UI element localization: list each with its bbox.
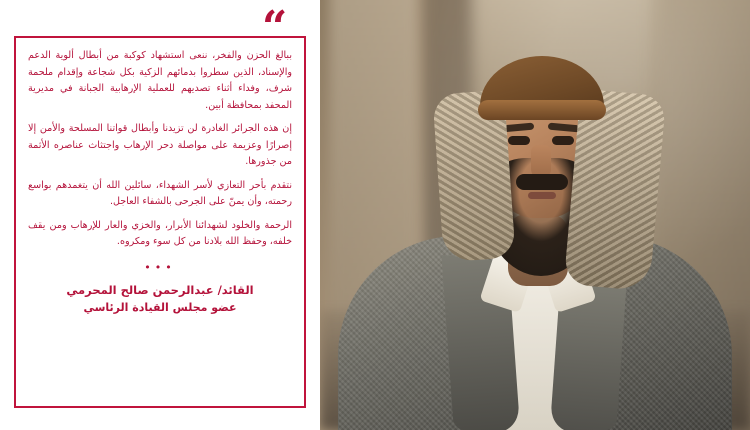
statement-paragraph: نتقدم بأحر التعازي لأسر الشهداء، سائلين الله أن يتغمدهم بواسع رحمته، وأن يمنّ على الجرحى بالشفاء العاجل. [28, 179, 292, 207]
pane-divider [318, 0, 320, 430]
statement-paragraph: الرحمة والخلود لشهدائنا الأبرار، والخزي والعار للإرهاب ومن يقف خلفه، وحفظ الله بلادنا من كل سوء ومكروه. [28, 219, 292, 247]
separator-dots: ••• [144, 260, 176, 274]
statement-card [14, 36, 306, 408]
statement-paragraph: إن هذه الجرائر الغادرة لن تزيدنا وأبطال قواتنا المسلحة والأمن إلا إصرارًا وعزيمة على مواصلة دحر الإرهاب واجتثاث عناصره الأثمة من جذورها. [28, 123, 292, 167]
signature-name: القائد/ عبدالرحمن صالح المحرمي [66, 282, 254, 297]
eye-right [552, 136, 574, 145]
signature-title: عضو مجلس القيادة الرئاسي [83, 301, 237, 315]
statement-paragraph: ببالغ الحزن والفخر، ننعى استشهاد كوكبة من أبطال ألوية الدعم والإسناد، الذين سطروا بدمائهم الزكية بكل شجاعة وإقدام ملحمة شرف، وفداء أثناء تصديهم للعملية الإرهابية الجبانة في مديرية المحفد بمحافظة أبين. [28, 50, 292, 111]
eye-left [508, 136, 530, 145]
subject-figure [320, 0, 750, 430]
quote-mark-icon: “ [262, 2, 286, 53]
quote-pane [0, 0, 320, 430]
portrait-photo [320, 0, 750, 430]
headwear-cap-band [478, 100, 606, 120]
lower-lip [528, 192, 556, 199]
mustache [516, 174, 568, 190]
